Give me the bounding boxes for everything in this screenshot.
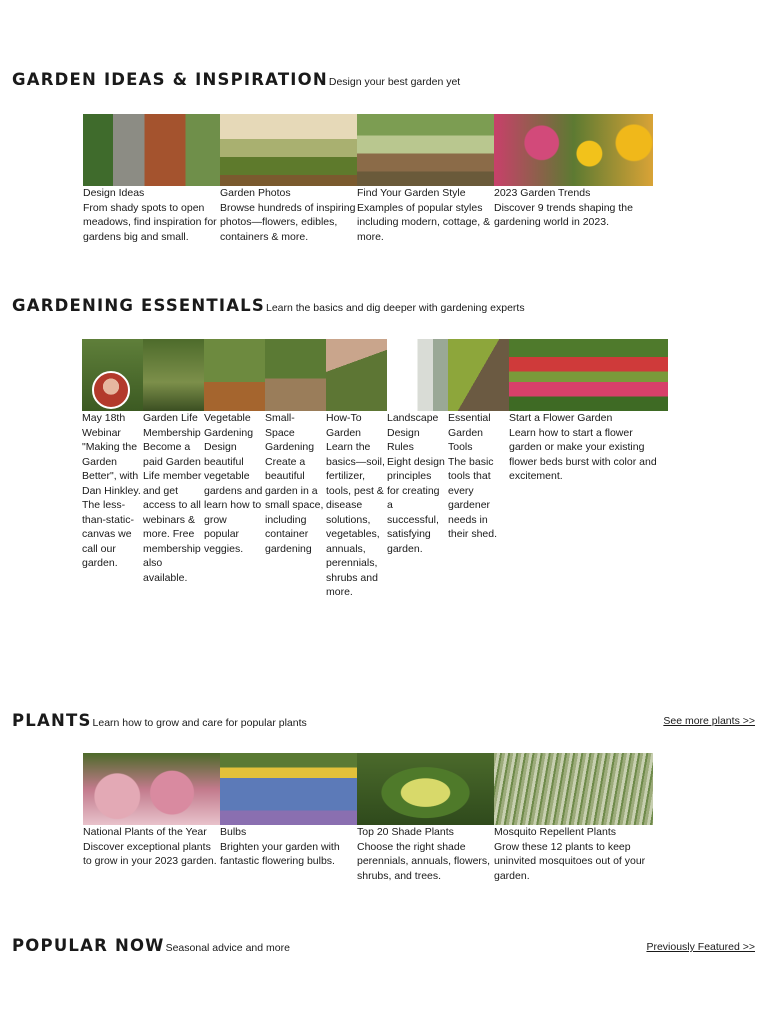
plants-of-year-image[interactable]	[83, 753, 220, 825]
essentials-cards	[82, 339, 668, 600]
card-title[interactable]: Mosquito Repellent Plants	[494, 826, 616, 838]
card-title[interactable]: Vegetable Gardening	[204, 412, 254, 439]
card-desc: Discover 9 trends shaping the gardening world in 2023.	[494, 201, 633, 228]
card-title[interactable]: National Plants of the Year	[83, 826, 207, 838]
card-desc: Choose the right shade perennials, annuals, flowers, shrubs, and trees.	[357, 840, 491, 882]
flower-garden-image[interactable]	[509, 339, 668, 411]
card-desc: Become a paid Garden Life member and get access to all webinars & more. Free membership also available.	[143, 441, 202, 584]
card-garden-style[interactable]	[357, 114, 494, 244]
card-title[interactable]: Landscape Design Rules	[387, 412, 439, 453]
card-desc: Design beautiful vegetable gardens and learn how to grow popular veggies.	[204, 441, 263, 555]
popular-header	[12, 936, 290, 955]
card-how-to[interactable]	[326, 339, 387, 600]
essentials-title: GARDENING ESSENTIALS	[12, 296, 265, 315]
card-mosquito-plants[interactable]	[494, 753, 653, 883]
garden-photos-image[interactable]	[220, 114, 357, 186]
vegetable-image[interactable]	[204, 339, 265, 411]
card-flower-garden[interactable]	[509, 339, 668, 600]
card-bulbs[interactable]	[220, 753, 357, 883]
card-plants-of-year[interactable]	[83, 753, 220, 883]
membership-image[interactable]	[143, 339, 204, 411]
card-desc: Examples of popular styles including modern, cottage, & more.	[357, 201, 491, 243]
shade-plants-image[interactable]	[357, 753, 494, 825]
card-title[interactable]: Top 20 Shade Plants	[357, 826, 454, 838]
plants-subtitle: Learn how to grow and care for popular plants	[92, 717, 307, 729]
card-landscape-design[interactable]	[387, 339, 448, 600]
card-garden-tools[interactable]	[448, 339, 509, 600]
card-vegetable[interactable]	[204, 339, 265, 600]
card-shade-plants[interactable]	[357, 753, 494, 883]
see-more-plants-link[interactable]: See more plants >>	[663, 715, 755, 727]
card-desc: Learn how to start a flower garden or make your existing flower beds burst with color and excitement.	[509, 426, 657, 482]
card-title[interactable]: Start a Flower Garden	[509, 412, 613, 424]
card-desc: The basic tools that every gardener needs in their shed.	[448, 455, 498, 540]
card-desc: Brighten your garden with fantastic flowering bulbs.	[220, 840, 340, 867]
popular-subtitle: Seasonal advice and more	[165, 942, 290, 954]
essentials-header	[12, 296, 525, 315]
bulbs-image[interactable]	[220, 753, 357, 825]
card-title[interactable]: Design Ideas	[83, 187, 145, 199]
webinar-image[interactable]	[82, 339, 143, 411]
card-title[interactable]: Find Your Garden Style	[357, 187, 466, 199]
card-desc: From shady spots to open meadows, find inspiration for gardens big and small.	[83, 201, 217, 243]
speaker-avatar	[92, 371, 130, 409]
card-title[interactable]: 2023 Garden Trends	[494, 187, 591, 199]
card-garden-trends[interactable]	[494, 114, 653, 244]
plants-cards	[83, 753, 653, 883]
card-desc: Create a beautiful garden in a small space, including container gardening	[265, 455, 324, 555]
garden-tools-image[interactable]	[448, 339, 509, 411]
card-desc: Browse hundreds of inspiring photos—flowers, edibles, containers & more.	[220, 201, 356, 243]
card-desc: Learn the basics—soil, fertilizer, tools, pest & disease solutions, vegetables, annuals, perennials, shrubs and more.	[326, 441, 385, 598]
card-desc: "Making the Garden Better", with Dan Hinkley. The less-than-static-canvas we call our garden.	[82, 441, 141, 569]
card-garden-photos[interactable]	[220, 114, 357, 244]
ideas-cards	[83, 114, 653, 244]
card-title[interactable]: How-To Garden	[326, 412, 362, 439]
card-membership[interactable]	[143, 339, 204, 600]
ideas-header	[12, 70, 460, 89]
garden-trends-image[interactable]	[494, 114, 653, 186]
popular-title: POPULAR NOW	[12, 936, 165, 955]
design-ideas-image[interactable]	[83, 114, 220, 186]
how-to-image[interactable]	[326, 339, 387, 411]
card-desc: Discover exceptional plants to grow in your 2023 garden.	[83, 840, 217, 867]
card-title[interactable]: Garden Life Membership	[143, 412, 201, 439]
card-title[interactable]: Small-Space Gardening	[265, 412, 315, 453]
card-small-space[interactable]	[265, 339, 326, 600]
landscape-design-image[interactable]	[387, 339, 448, 411]
essentials-subtitle: Learn the basics and dig deeper with gardening experts	[265, 302, 525, 314]
ideas-subtitle: Design your best garden yet	[328, 76, 461, 88]
card-design-ideas[interactable]	[83, 114, 220, 244]
garden-style-image[interactable]	[357, 114, 494, 186]
card-title[interactable]: Garden Photos	[220, 187, 291, 199]
card-webinar[interactable]	[82, 339, 143, 600]
plants-title: PLANTS	[12, 711, 92, 730]
mosquito-plants-image[interactable]	[494, 753, 653, 825]
card-desc: Eight design principles for creating a successful, satisfying garden.	[387, 455, 445, 555]
ideas-title: GARDEN IDEAS & INSPIRATION	[12, 70, 328, 89]
small-space-image[interactable]	[265, 339, 326, 411]
card-title[interactable]: May 18th Webinar	[82, 412, 126, 439]
card-title[interactable]: Bulbs	[220, 826, 247, 838]
card-desc: Grow these 12 plants to keep uninvited mosquitoes out of your garden.	[494, 840, 646, 882]
previously-featured-link[interactable]: Previously Featured >>	[646, 941, 755, 953]
plants-header	[12, 711, 307, 730]
card-title[interactable]: Essential Garden Tools	[448, 412, 491, 453]
